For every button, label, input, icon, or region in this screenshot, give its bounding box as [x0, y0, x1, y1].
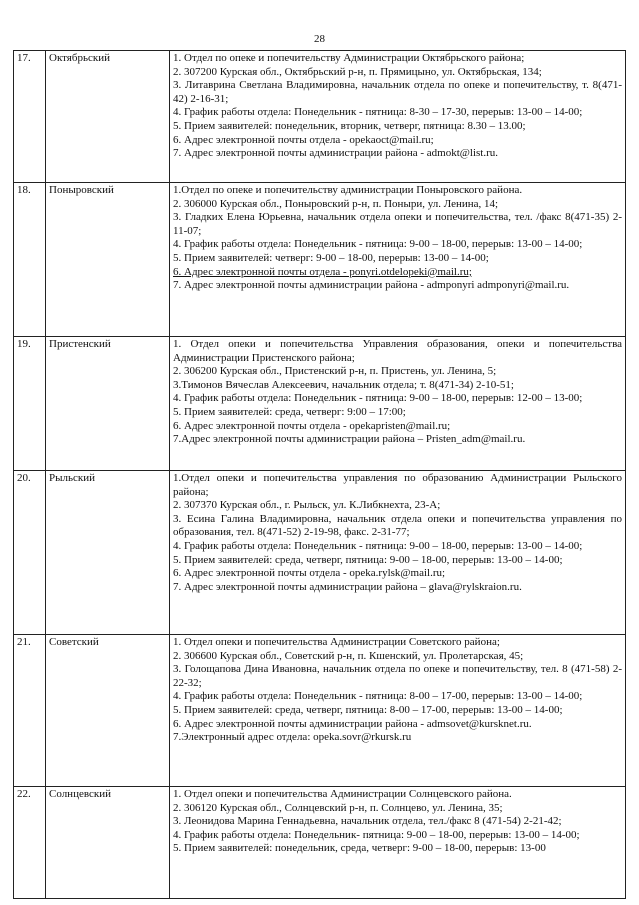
row-number: 20. — [14, 471, 46, 635]
info-line: 2. 307200 Курская обл., Октябрьский р-н, п. Прямицыно, ул. Октябрьская, 134; — [173, 65, 542, 78]
info-line: 5. Прием заявителей: среда, четверг, пятница: 8-00 – 17-00, перерыв: 13-00 – 14-00; — [173, 703, 563, 716]
info-line: 4. График работы отдела: Понедельник - пятница: 9-00 – 18-00, перерыв: 13-00 – 14-00; — [173, 238, 583, 251]
info-line: 6. Адрес электронной почты отдела - opekaoct@mail.ru; — [173, 133, 434, 146]
info-line: 6. Адрес электронной почты администрации района - admsovet@kursknet.ru. — [173, 717, 532, 730]
info-line: 1.Отдел опеки и попечительства управления по образованию Администрации Рыльского района; — [173, 472, 622, 498]
table-row — [14, 183, 626, 337]
row-number: 18. — [14, 183, 46, 337]
info-line: 7. Адрес электронной почты администрации района - admponyri admponyri@mail.ru. — [173, 279, 570, 292]
department-info — [170, 337, 626, 471]
info-line: 4. График работы отдела: Понедельник - пятница: 9-00 – 18-00, перерыв: 13-00 – 14-00; — [173, 539, 583, 552]
info-line: 5. Прием заявителей: среда, четверг, пятница: 9-00 – 18-00, перерыв: 13-00 – 14-00; — [173, 553, 563, 566]
info-line: 6. Адрес электронной почты отдела - ponyri.otdelopeki@mail.ru; — [173, 265, 472, 278]
info-line: 7.Адрес электронной почты администрации района – Pristen_adm@mail.ru. — [173, 433, 526, 446]
district-name: Октябрьский — [46, 51, 170, 183]
info-line: 6. Адрес электронной почты отдела - opeka.rylsk@mail.ru; — [173, 567, 446, 580]
department-info — [170, 51, 626, 183]
info-line: 2. 307370 Курская обл., г. Рыльск, ул. К.Либкнехта, 23-А; — [173, 499, 441, 512]
info-line: 4. График работы отдела: Понедельник - пятница: 9-00 – 18-00, перерыв: 12-00 – 13-00; — [173, 392, 583, 405]
info-line: 1.Отдел по опеке и попечительству администрации Поныровского района. — [173, 184, 523, 196]
department-info — [170, 471, 626, 635]
info-line: 3. Голощапова Дина Ивановна, начальник отдела по опеке и попечительству, тел. 8 (471-58) 2-22-32; — [173, 663, 622, 689]
info-line: 7. Адрес электронной почты администрации района - admokt@list.ru. — [173, 147, 499, 160]
info-line: 4. График работы отдела: Понедельник- пятница: 9-00 – 18-00, перерыв: 13-00 – 14-00; — [173, 828, 580, 841]
info-line: 5. Прием заявителей: понедельник, вторник, четверг, пятница: 8.30 – 13.00; — [173, 119, 526, 132]
table-row — [14, 51, 626, 183]
info-line: 2. 306600 Курская обл., Советский р-н, п. Кшенский, ул. Пролетарская, 45; — [173, 649, 524, 662]
district-name: Солнцевский — [46, 787, 170, 899]
department-info — [170, 183, 626, 337]
department-info — [170, 787, 626, 899]
info-line: 3. Леонидова Марина Геннадьевна, начальник отдела, тел./факс 8 (471-54) 2-21-42; — [173, 815, 562, 828]
district-name: Пристенский — [46, 337, 170, 471]
info-line: 1. Отдел опеки и попечительства Администрации Солнцевского района. — [173, 788, 512, 800]
info-line: 3. Литаврина Светлана Владимировна, начальник отдела по опеке и попечительству, т. 8(471-42) 2-16-31; — [173, 79, 622, 105]
table-row — [14, 635, 626, 787]
info-line: 2. 306200 Курская обл., Пристенский р-н, п. Пристень, ул. Ленина, 5; — [173, 365, 497, 378]
row-number: 19. — [14, 337, 46, 471]
row-number: 22. — [14, 787, 46, 899]
info-line: 4. График работы отдела: Понедельник - пятница: 8-00 – 17-00, перерыв: 13-00 – 14-00; — [173, 690, 583, 703]
info-line: 1. Отдел опеки и попечительства Администрации Советского района; — [173, 636, 500, 648]
info-line: 7. Адрес электронной почты администрации района – glava@rylskraion.ru. — [173, 580, 522, 593]
info-line: 1. Отдел опеки и попечительства Управления образования, опеки и попечительства Администрации Пристенского района; — [173, 338, 622, 364]
info-line: 5. Прием заявителей: среда, четверг: 9:00 – 17:00; — [173, 405, 406, 418]
table-row — [14, 337, 626, 471]
info-line: 2. 306120 Курская обл., Солнцевский р-н, п. Солнцево, ул. Ленина, 35; — [173, 801, 503, 814]
info-line: 5. Прием заявителей: понедельник, среда, четверг: 9-00 – 18-00, перерыв: 13-00 — [173, 842, 546, 855]
info-line: 3. Гладких Елена Юрьевна, начальник отдела опеки и попечительства, тел. /факс 8(471-35) 2-11-07; — [173, 211, 622, 237]
info-line: 6. Адрес электронной почты отдела - opekapristen@mail.ru; — [173, 419, 451, 432]
table-row — [14, 471, 626, 635]
info-line: 5. Прием заявителей: четверг: 9-00 – 18-00, перерыв: 13-00 – 14-00; — [173, 251, 489, 264]
table-row — [14, 787, 626, 899]
info-line: 7.Электронный адрес отдела: opeka.sovr@rkursk.ru — [173, 731, 412, 744]
info-line: 1. Отдел по опеке и попечительству Администрации Октябрьского района; — [173, 52, 525, 64]
guardianship-departments-table — [13, 50, 626, 899]
info-line: 3.Тимонов Вячеслав Алексеевич, начальник отдела; т. 8(471-34) 2-10-51; — [173, 378, 514, 391]
district-name: Рыльский — [46, 471, 170, 635]
district-name: Советский — [46, 635, 170, 787]
row-number: 17. — [14, 51, 46, 183]
info-line: 2. 306000 Курская обл., Поныровский р-н, п. Поныри, ул. Ленина, 14; — [173, 197, 499, 210]
row-number: 21. — [14, 635, 46, 787]
info-line: 4. График работы отдела: Понедельник - пятница: 8-30 – 17-30, перерыв: 13-00 – 14-00; — [173, 106, 583, 119]
department-info — [170, 635, 626, 787]
page-number: 28 — [314, 33, 325, 45]
info-line: 3. Есина Галина Владимировна, начальник отдела опеки и попечительства управления по образования, тел. 8(471-52) 2-19-98, факс. 2-31-77; — [173, 512, 622, 539]
district-name: Поныровский — [46, 183, 170, 337]
